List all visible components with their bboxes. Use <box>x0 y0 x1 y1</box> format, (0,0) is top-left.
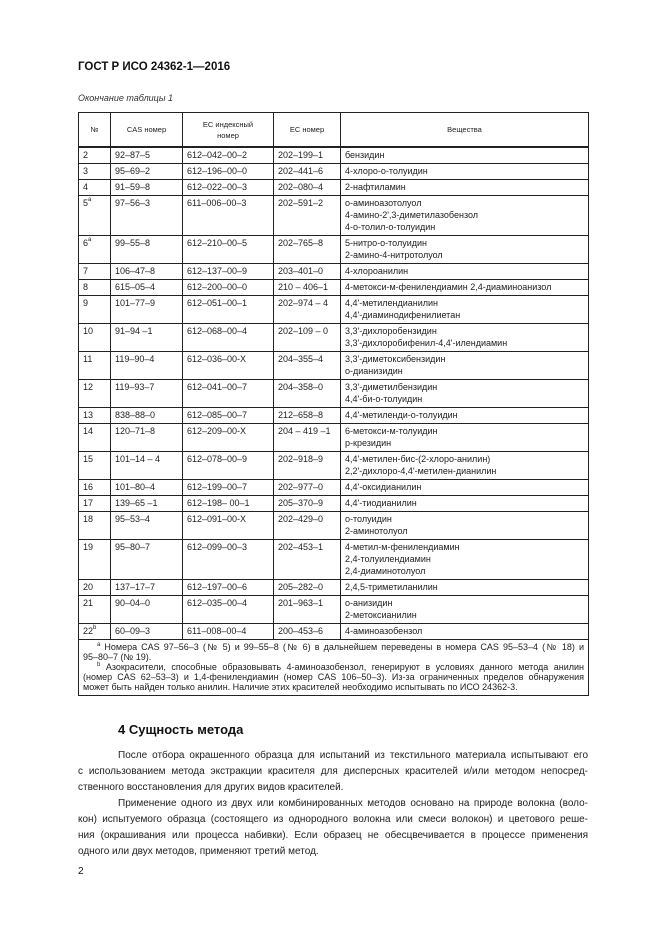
cell-ec <box>274 408 341 424</box>
cell-cas <box>111 408 183 424</box>
cell-ec-text: 205–370–9 <box>278 498 324 508</box>
cell-ec <box>274 352 341 380</box>
cell-ec-index <box>183 480 274 496</box>
footnote-b <box>83 662 584 672</box>
footnote-line: может быть найден только анилин. Наличие этих красителей необходимо испытывать по ИСО 24362-3. <box>83 682 518 692</box>
cell-cas-text: 120–71–8 <box>115 426 156 436</box>
footnote-mark: a <box>88 197 92 203</box>
cell-no <box>79 496 111 512</box>
cell-no <box>79 296 111 324</box>
cell-ec-index <box>183 512 274 540</box>
footnote-line: Номера CAS 97–56–3 (№ 5) и 99–55–8 (№ 6) в дальнейшем переведены в номера CAS 95–53–4 (№ 18) и <box>104 642 584 652</box>
table-row <box>79 624 589 640</box>
cell-ec <box>274 380 341 408</box>
footnote-line: 95–80–7 (№ 19). <box>83 652 152 662</box>
cell-substances-text: 3,3'-дихлоробензидин 3,3'-дихлоробифенил-4,4'-илендиамин <box>345 326 508 348</box>
cell-ec-index <box>183 352 274 380</box>
cell-substances-text: бензидин <box>345 150 385 160</box>
cell-ec-text: 202–918–9 <box>278 454 324 464</box>
cell-no-text: 8 <box>83 282 89 292</box>
footnote-mark: b <box>97 662 101 668</box>
cell-no <box>79 540 111 580</box>
cell-substances <box>341 164 589 180</box>
cell-cas <box>111 147 183 164</box>
cell-ec-index-text: 612–042–00–2 <box>187 150 248 160</box>
cell-cas-text: 60–09–3 <box>115 626 151 636</box>
table-row <box>79 180 589 196</box>
table-row <box>79 424 589 452</box>
cell-ec <box>274 296 341 324</box>
cell-cas <box>111 164 183 180</box>
cell-ec-text: 202–080–4 <box>278 182 324 192</box>
table-row <box>79 408 589 424</box>
cell-cas-text: 119–93–7 <box>115 382 155 392</box>
cell-ec-index-text: 611–006–00–3 <box>187 198 247 208</box>
cell-ec-index-text: 612–041–00–7 <box>187 382 248 392</box>
cell-ec-index-text: 612–051–00–1 <box>187 298 248 308</box>
table-row <box>79 380 589 408</box>
cell-ec-text: 202–109 – 0 <box>278 326 329 336</box>
cell-cas <box>111 296 183 324</box>
cell-ec-index <box>183 196 274 236</box>
cell-ec <box>274 424 341 452</box>
cell-substances <box>341 324 589 352</box>
cell-no <box>79 147 111 164</box>
cell-substances <box>341 408 589 424</box>
cell-no-text: 16 <box>83 482 94 492</box>
cell-no-text: 12 <box>83 382 94 392</box>
cell-ec <box>274 164 341 180</box>
page-number: 2 <box>78 866 84 877</box>
col-header-substances: Вещества <box>341 113 589 148</box>
cell-cas-text: 101–80–4 <box>115 482 156 492</box>
cell-ec <box>274 480 341 496</box>
cell-cas-text: 615–05–4 <box>115 282 156 292</box>
cell-no <box>79 352 111 380</box>
footnote-mark: a <box>97 642 101 648</box>
cell-no-text: 11 <box>83 354 93 364</box>
cell-no-text: 17 <box>83 498 94 508</box>
cell-no-text: 9 <box>83 298 89 308</box>
cell-cas <box>111 352 183 380</box>
cell-substances-text: 4-аминоазобензол <box>345 626 423 636</box>
cell-ec <box>274 280 341 296</box>
cell-ec-index <box>183 296 274 324</box>
cell-cas-text: 95–69–2 <box>115 166 151 176</box>
cell-ec-index-text: 612–078–00–9 <box>187 454 248 464</box>
cell-ec-index <box>183 452 274 480</box>
cell-no-text: 22 <box>83 626 94 636</box>
footnote-line: (номер CAS 62–53–3) и 1,4-фенилендиамин (номер CAS 106–50–3). Из-за ограниченных пределов обнаружения <box>83 672 584 682</box>
cell-ec-index-text: 612–137–00–9 <box>187 266 248 276</box>
cell-substances <box>341 236 589 264</box>
cell-substances <box>341 180 589 196</box>
cell-ec-text: 202–977–0 <box>278 482 324 492</box>
cell-substances-text: о-толуидин 2-аминотолуол <box>345 514 408 536</box>
cell-no <box>79 580 111 596</box>
cell-cas <box>111 496 183 512</box>
cell-no <box>79 264 111 280</box>
cell-substances <box>341 496 589 512</box>
cell-no <box>79 408 111 424</box>
cell-ec <box>274 624 341 640</box>
table-row <box>79 147 589 164</box>
cell-cas-text: 101–14 – 4 <box>115 454 161 464</box>
cell-substances-text: 4,4'-метиленди-о-толуидин <box>345 410 458 420</box>
cell-substances-text: 4-метокси-м-фенилендиамин 2,4-диаминоанизол <box>345 282 552 292</box>
cell-ec-index <box>183 180 274 196</box>
cell-substances-text: 4,4'-оксидианилин <box>345 482 422 492</box>
cell-ec-index-text: 612–035–00–4 <box>187 598 248 608</box>
cell-substances-text: 5-нитро-о-толуидин 2-амино-4-нитротолуол <box>345 238 443 260</box>
cell-substances-text: о-аминоазотолуол 4-амино-2',3-диметилазобензол 4-о-толил-о-толуидин <box>345 198 479 232</box>
cell-ec-index <box>183 496 274 512</box>
col-header-ec-index: ЕС индексный номер <box>183 113 274 148</box>
paragraph-line: ния (окрашивания или процесса набивки). Если образец не обесцвечивается в процессе применения <box>78 830 588 841</box>
cell-substances-text: 4,4'-метилендианилин 4,4'-диаминодифенилиетан <box>345 298 461 320</box>
cell-no <box>79 624 111 640</box>
paragraph-line: кон) испытуемого образца (состоящего из однородного волокна или смеси волокон) и цветового реше- <box>78 814 588 825</box>
cell-no-text: 10 <box>83 326 94 336</box>
cell-no-text: 14 <box>83 426 94 436</box>
cell-ec-text: 210 – 406–1 <box>278 282 329 292</box>
cell-cas-text: 99–55–8 <box>115 238 151 248</box>
cell-substances <box>341 352 589 380</box>
cell-ec-text: 202–591–2 <box>278 198 324 208</box>
cell-cas-text: 97–56–3 <box>115 198 151 208</box>
cell-ec-index-text: 612–091–00-X <box>187 514 247 524</box>
table-row <box>79 196 589 236</box>
cell-no <box>79 380 111 408</box>
cell-ec-index-text: 612–099–00–3 <box>187 542 248 552</box>
cell-ec <box>274 180 341 196</box>
cell-cas <box>111 180 183 196</box>
cell-no <box>79 480 111 496</box>
table-row <box>79 580 589 596</box>
cell-ec <box>274 264 341 280</box>
cell-ec-index-text: 612–197–00–6 <box>187 582 248 592</box>
cell-no <box>79 236 111 264</box>
cell-no-text: 18 <box>83 514 94 524</box>
cell-substances <box>341 280 589 296</box>
cell-ec-text: 204–358–0 <box>278 382 324 392</box>
cell-ec-index-text: 612–199–00–7 <box>187 482 248 492</box>
cell-substances-text: 4-метил-м-фенилендиамин 2,4-толуилендиамин 2,4-диаминотолуол <box>345 542 460 576</box>
cell-ec <box>274 512 341 540</box>
section-heading: 4 Сущность метода <box>118 722 244 737</box>
cell-cas <box>111 196 183 236</box>
cell-substances <box>341 624 589 640</box>
cell-substances <box>341 196 589 236</box>
cell-ec-text: 202–199–1 <box>278 150 324 160</box>
table-row <box>79 236 589 264</box>
cell-ec-index-text: 612–200–00–0 <box>187 282 248 292</box>
cell-substances-text: 4-хлоро-о-толуидин <box>345 166 428 176</box>
cell-ec-index <box>183 580 274 596</box>
table-row <box>79 480 589 496</box>
table-footnotes <box>79 640 589 696</box>
cell-ec-index-text: 612–036–00-X <box>187 354 247 364</box>
cell-ec-text: 201–963–1 <box>278 598 324 608</box>
cell-no-text: 19 <box>83 542 94 552</box>
col-header-no: № <box>79 113 111 148</box>
cell-substances-text: 4,4'-тиодианилин <box>345 498 417 508</box>
table-header-row <box>79 113 589 148</box>
cell-ec-index-text: 612–022–00–3 <box>187 182 248 192</box>
cell-no-text: 15 <box>83 454 94 464</box>
cell-cas-text: 139–65 –1 <box>115 498 158 508</box>
cell-substances <box>341 296 589 324</box>
substances-table <box>78 112 589 696</box>
cell-substances <box>341 452 589 480</box>
cell-cas <box>111 624 183 640</box>
cell-no-text: 2 <box>83 150 89 160</box>
cell-ec-index <box>183 596 274 624</box>
cell-substances-text: о-анизидин 2-метоксианилин <box>345 598 417 620</box>
cell-ec-text: 202–974 – 4 <box>278 298 329 308</box>
cell-cas <box>111 380 183 408</box>
cell-no <box>79 596 111 624</box>
cell-ec-text: 203–401–0 <box>278 266 324 276</box>
cell-substances-text: 2,4,5-триметиланилин <box>345 582 438 592</box>
cell-no <box>79 324 111 352</box>
cell-cas <box>111 512 183 540</box>
cell-ec-text: 202–453–1 <box>278 542 324 552</box>
table-caption: Окончание таблицы 1 <box>78 93 173 103</box>
cell-substances <box>341 540 589 580</box>
cell-ec-text: 202–429–0 <box>278 514 324 524</box>
cell-cas-text: 95–80–7 <box>115 542 151 552</box>
cell-no <box>79 512 111 540</box>
cell-substances <box>341 480 589 496</box>
cell-cas <box>111 596 183 624</box>
table-row <box>79 596 589 624</box>
cell-cas-text: 137–17–7 <box>115 582 156 592</box>
cell-ec <box>274 540 341 580</box>
cell-no <box>79 424 111 452</box>
cell-ec-text: 200–453–6 <box>278 626 324 636</box>
cell-ec-index-text: 612–196–00–0 <box>187 166 248 176</box>
footnote-line: Азокрасители, способные образовывать 4-аминоазобензол, генерируют в условиях данного метода анилин <box>105 662 584 672</box>
cell-cas <box>111 280 183 296</box>
cell-substances <box>341 580 589 596</box>
cell-substances <box>341 380 589 408</box>
cell-no-text: 13 <box>83 410 94 420</box>
cell-ec-index-text: 612–198– 00–1 <box>187 498 250 508</box>
cell-ec-index <box>183 324 274 352</box>
paragraph-line: с использованием метода экстракции красителя для дисперсных красителей и/или методом непосред- <box>78 766 588 777</box>
cell-cas-text: 90–04–0 <box>115 598 151 608</box>
cell-ec-text: 202–765–8 <box>278 238 324 248</box>
cell-cas-text: 91–59–8 <box>115 182 151 192</box>
cell-no <box>79 452 111 480</box>
cell-substances <box>341 147 589 164</box>
cell-cas <box>111 264 183 280</box>
cell-ec-text: 204–355–4 <box>278 354 324 364</box>
footnote-mark: b <box>93 625 97 631</box>
cell-cas-text: 101–77–9 <box>115 298 156 308</box>
cell-substances <box>341 264 589 280</box>
cell-ec-index-text: 612–068–00–4 <box>187 326 248 336</box>
cell-cas <box>111 236 183 264</box>
table-row <box>79 164 589 180</box>
cell-cas-text: 92–87–5 <box>115 150 151 160</box>
cell-substances-text: 3,3'-диметилбензидин 4,4'-би-о-толуидин <box>345 382 438 404</box>
cell-ec <box>274 147 341 164</box>
cell-ec-index <box>183 624 274 640</box>
cell-ec-text: 202–441–6 <box>278 166 324 176</box>
col-header-cas: CAS номер <box>111 113 183 148</box>
table-row <box>79 512 589 540</box>
cell-ec <box>274 496 341 512</box>
cell-ec-index-text: 612–209–00-X <box>187 426 247 436</box>
cell-no-text: 21 <box>83 598 94 608</box>
col-header-ec: ЕС номер <box>274 113 341 148</box>
cell-no <box>79 180 111 196</box>
cell-cas <box>111 540 183 580</box>
cell-no-text: 20 <box>83 582 94 592</box>
cell-no-text: 5 <box>83 198 89 208</box>
cell-cas <box>111 480 183 496</box>
table-row <box>79 324 589 352</box>
cell-cas <box>111 324 183 352</box>
cell-ec-index <box>183 408 274 424</box>
cell-ec-text: 205–282–0 <box>278 582 324 592</box>
cell-cas <box>111 424 183 452</box>
paragraph-line: одного или двух методов, применяют третий метод. <box>78 846 319 857</box>
cell-no <box>79 280 111 296</box>
cell-no-text: 7 <box>83 266 89 276</box>
table-row <box>79 496 589 512</box>
cell-no <box>79 164 111 180</box>
cell-cas-text: 91–94 –1 <box>115 326 153 336</box>
cell-no <box>79 196 111 236</box>
footnote-mark: a <box>88 237 92 243</box>
cell-ec <box>274 452 341 480</box>
table-row <box>79 352 589 380</box>
table-row <box>79 280 589 296</box>
table-row <box>79 296 589 324</box>
cell-ec <box>274 324 341 352</box>
cell-cas-text: 95–53–4 <box>115 514 151 524</box>
cell-ec-index <box>183 380 274 408</box>
cell-ec <box>274 236 341 264</box>
cell-substances <box>341 424 589 452</box>
cell-ec-index-text: 612–210–00–5 <box>187 238 248 248</box>
cell-no-text: 3 <box>83 166 89 176</box>
cell-ec-index <box>183 424 274 452</box>
cell-cas-text: 106–47–8 <box>115 266 156 276</box>
cell-cas-text: 838–88–0 <box>115 410 156 420</box>
cell-ec <box>274 596 341 624</box>
paragraph-line: Применение одного из двух или комбинированных методов основано на природе волокна (воло- <box>118 798 588 809</box>
cell-ec-index <box>183 147 274 164</box>
cell-ec-index <box>183 236 274 264</box>
paragraph-line: После отбора окрашенного образца для испытаний из текстильного материала испытывают его <box>118 750 588 761</box>
paragraph-line: ственного восстановления для других видов красителей. <box>78 782 344 793</box>
cell-cas <box>111 452 183 480</box>
cell-no-text: 6 <box>83 238 89 248</box>
cell-ec-index <box>183 540 274 580</box>
document-id-header: ГОСТ Р ИСО 24362-1—2016 <box>78 61 231 73</box>
table-row <box>79 452 589 480</box>
cell-substances-text: 3,3'-диметоксибензидин о-дианизидин <box>345 354 446 376</box>
cell-ec-index-text: 612–085–00–7 <box>187 410 248 420</box>
cell-ec-text: 212–658–8 <box>278 410 324 420</box>
cell-no-text: 4 <box>83 182 89 192</box>
cell-substances-text: 4,4'-метилен-бис-(2-хлоро-анилин) 2,2'-дихлоро-4,4'-метилен-дианилин <box>345 454 497 476</box>
cell-substances-text: 6-метокси-м-толуидин р-крезидин <box>345 426 438 448</box>
cell-ec <box>274 580 341 596</box>
cell-cas-text: 119–90–4 <box>115 354 155 364</box>
cell-ec-index <box>183 280 274 296</box>
cell-substances <box>341 596 589 624</box>
cell-substances-text: 2-нафтиламин <box>345 182 406 192</box>
cell-ec-index <box>183 164 274 180</box>
cell-ec-index-text: 611–008–00–4 <box>187 626 247 636</box>
cell-substances <box>341 512 589 540</box>
cell-ec-index <box>183 264 274 280</box>
cell-ec <box>274 196 341 236</box>
section-body <box>78 748 588 860</box>
table-row <box>79 540 589 580</box>
cell-ec-text: 204 – 419 –1 <box>278 426 331 436</box>
table-row <box>79 264 589 280</box>
footnote-a <box>83 642 584 652</box>
cell-cas <box>111 580 183 596</box>
cell-substances-text: 4-хлороанилин <box>345 266 409 276</box>
